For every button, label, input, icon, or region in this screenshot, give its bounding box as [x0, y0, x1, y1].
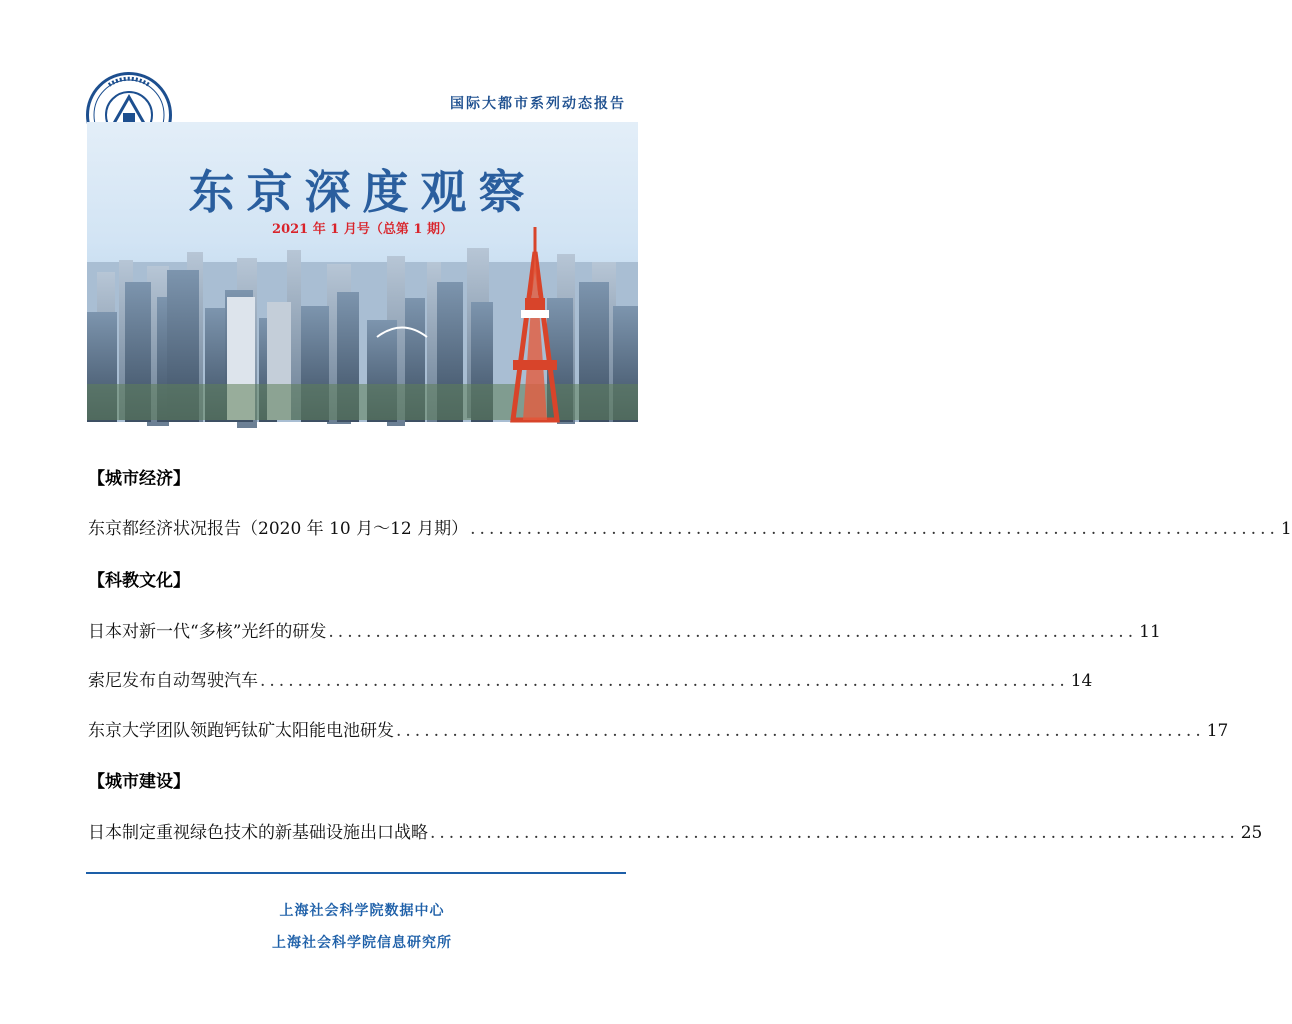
toc-entry[interactable]	[88, 617, 1161, 642]
toc-entry-title: 索尼发布自动驾驶汽车	[88, 671, 258, 691]
toc-leader-dots: ......................................................................................	[396, 721, 1205, 741]
org-name-data-center: 上海社会科学院数据中心	[279, 903, 445, 919]
toc-page-number: 1	[1280, 519, 1292, 539]
toc-entry-title: 日本对新一代“多核”光纤的研发	[88, 622, 327, 642]
toc-section-heading: 【城市经济】	[88, 469, 190, 489]
series-label: 国际大都市系列动态报告	[450, 96, 626, 112]
toc-section-heading: 【城市建设】	[88, 772, 190, 792]
toc-entry-title: 日本制定重视绿色技术的新基础设施出口战略	[88, 823, 428, 843]
toc-leader-dots: ......................................................................................	[470, 519, 1279, 539]
toc-page-number: 25	[1240, 823, 1263, 843]
toc-entry[interactable]	[88, 514, 1292, 539]
toc-entry-title: 东京大学团队领跑钙钛矿太阳能电池研发	[88, 721, 394, 741]
toc-entry[interactable]	[88, 666, 1093, 691]
publication-title: 东京深度观察	[188, 165, 537, 219]
toc-entry[interactable]	[88, 716, 1229, 741]
footer-divider	[86, 872, 626, 874]
toc-page-number: 11	[1139, 622, 1161, 642]
toc-entry[interactable]	[88, 818, 1263, 843]
toc-page-number: 17	[1206, 721, 1229, 741]
cover-banner	[87, 122, 638, 420]
toc-leader-dots: ......................................................................................	[260, 671, 1069, 691]
toc-leader-dots: ......................................................................................	[430, 823, 1239, 843]
toc-page-number: 14	[1070, 671, 1093, 691]
toc-leader-dots: ......................................................................................	[328, 622, 1138, 642]
org-name-info-institute: 上海社会科学院信息研究所	[272, 935, 452, 951]
toc-entry-title: 东京都经济状况报告（2020 年 10 月～12 月期）	[88, 519, 469, 539]
issue-number: 2021 年 1 月号（总第 1 期）	[272, 222, 453, 237]
toc-section-heading: 【科教文化】	[88, 571, 190, 591]
